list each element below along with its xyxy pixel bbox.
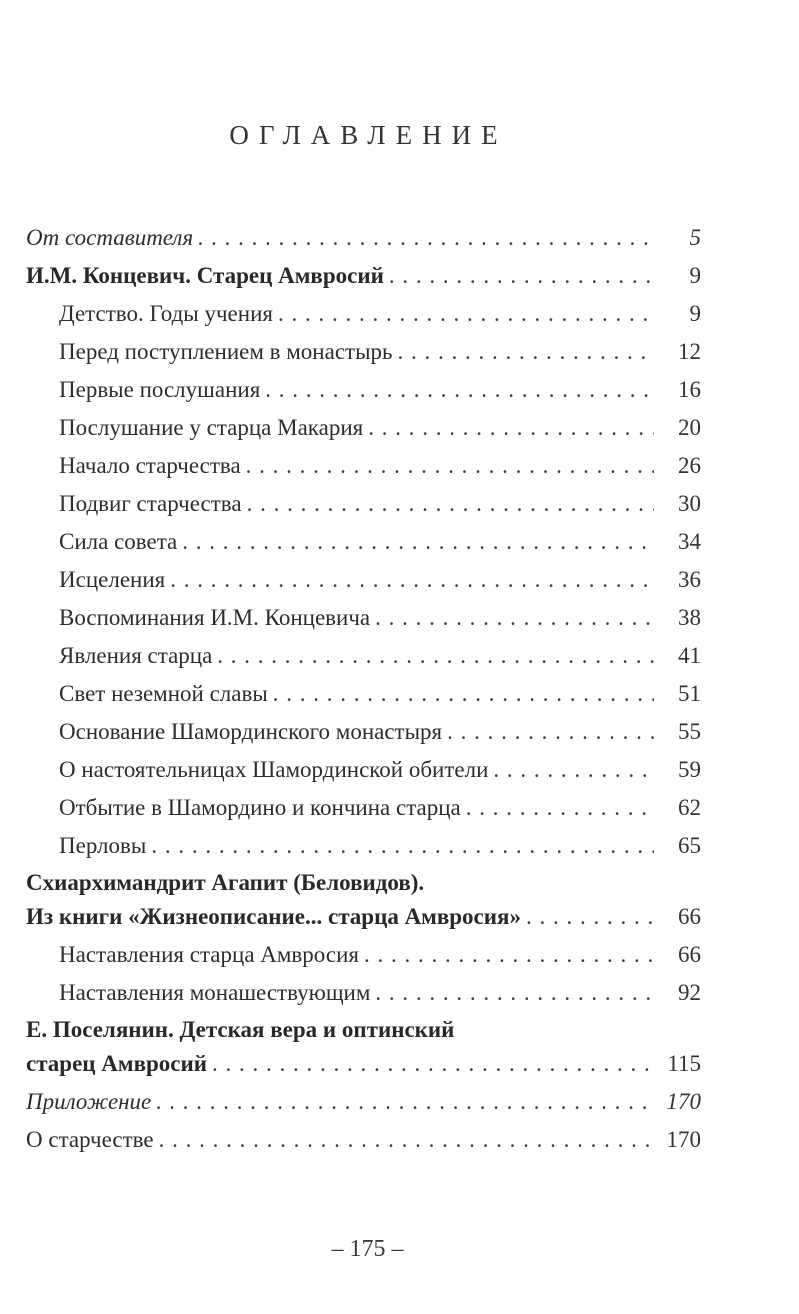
toc-entry (26, 371, 701, 409)
toc-entry-page: 30 (678, 491, 701, 516)
dot-leader (268, 675, 654, 713)
toc-entry-label: Отбытие в Шамордино и кончина старца (59, 795, 461, 820)
toc-entry (26, 637, 701, 675)
toc-entry (26, 974, 701, 1012)
toc-entry (26, 789, 701, 827)
toc-entry-line1 (26, 868, 701, 898)
toc-entry-label: Явления старца (59, 643, 213, 668)
dot-leader (154, 1121, 654, 1159)
toc-entry-label: Наставления старца Амвросия (59, 942, 359, 967)
toc-entry-label: Е. Поселянин. Детская вера и оптинский (26, 1017, 455, 1042)
toc-entry-page: 62 (678, 795, 701, 820)
toc-entry-page: 115 (667, 1051, 701, 1076)
toc-entry (26, 333, 701, 371)
dot-leader (193, 219, 654, 257)
toc-entry-label: старец Амвросий (26, 1051, 207, 1076)
toc-entry-page: 12 (678, 339, 701, 364)
toc-entry-page: 66 (678, 904, 701, 929)
toc-entry-label: Первые послушания (59, 377, 261, 402)
toc-entry-page: 51 (678, 681, 701, 706)
dot-leader (488, 751, 654, 789)
dot-leader (442, 713, 654, 751)
page-footer (26, 1236, 709, 1263)
toc-entry-page: 26 (678, 453, 701, 478)
dot-leader (207, 1045, 654, 1083)
toc-entry-page: 65 (678, 833, 701, 858)
toc-entry (26, 936, 701, 974)
toc-entry-page: 5 (689, 225, 701, 250)
toc-entry-label: Послушание у старца Макария (59, 415, 364, 440)
footer-page-number: – 175 – (331, 1236, 404, 1262)
toc-entry-page: 36 (678, 567, 701, 592)
toc-entry-page: 170 (666, 1127, 701, 1152)
toc-entry (26, 409, 701, 447)
toc-entry (26, 713, 701, 751)
toc-entry-label: Перловы (59, 833, 147, 858)
toc-entry (26, 257, 701, 295)
dot-leader (146, 827, 654, 865)
dot-leader (242, 485, 654, 523)
dot-leader (177, 523, 654, 561)
toc-entry-label: Приложение (26, 1089, 152, 1114)
toc-entry-page: 170 (666, 1089, 701, 1114)
toc-entry-label: Начало старчества (59, 453, 241, 478)
toc-entry (26, 827, 701, 865)
dot-leader (359, 936, 654, 974)
toc-entry-page: 16 (678, 377, 701, 402)
toc-entry-label: Исцеления (59, 567, 166, 592)
page-title: ОГЛАВЛЕНИЕ (229, 120, 508, 150)
toc-entry-label: О старчестве (26, 1127, 154, 1152)
dot-leader (461, 789, 654, 827)
toc-entry (26, 898, 701, 936)
toc-entry (26, 1045, 701, 1083)
toc-list (26, 219, 701, 1159)
toc-entry-page: 9 (689, 301, 701, 326)
dot-leader (260, 371, 654, 409)
toc-entry (26, 675, 701, 713)
toc-entry-label: Перед поступлением в монастырь (59, 339, 393, 364)
dot-leader (273, 295, 654, 333)
toc-entry (26, 751, 701, 789)
toc-entry-page: 55 (678, 719, 701, 744)
dot-leader (363, 409, 654, 447)
dot-leader (521, 898, 654, 936)
toc-entry-page: 66 (678, 942, 701, 967)
dot-leader (165, 561, 654, 599)
toc-entry (26, 523, 701, 561)
toc-entry-page: 92 (678, 980, 701, 1005)
toc-entry-page: 9 (689, 263, 701, 288)
toc-entry-label: Детство. Годы учения (59, 301, 273, 326)
dot-leader (212, 637, 654, 675)
toc-entry-label: О настоятельницах Шамординской обители (59, 757, 489, 782)
dot-leader (241, 447, 654, 485)
toc-entry-label: Из книги «Жизнеописание... старца Амвросия» (26, 904, 521, 929)
toc-entry (26, 219, 701, 257)
toc-entry (26, 1083, 701, 1121)
toc-entry-page: 34 (678, 529, 701, 554)
toc-entry (26, 447, 701, 485)
toc-entry-page: 20 (678, 415, 701, 440)
toc-entry-page: 59 (678, 757, 701, 782)
toc-entry-page: 38 (678, 605, 701, 630)
dot-leader (370, 599, 654, 637)
toc-entry-label: От составителя (26, 225, 194, 250)
toc-entry-label: Наставления монашествующим (59, 980, 371, 1005)
toc-entry-line1 (26, 1015, 701, 1045)
toc-entry (26, 561, 701, 599)
toc-entry-label: Сила совета (59, 529, 178, 554)
toc-entry-label: Основание Шамординского монастыря (59, 719, 443, 744)
toc-entry (26, 1121, 701, 1159)
dot-leader (151, 1083, 654, 1121)
dot-leader (393, 333, 654, 371)
toc-entry-label: Свет неземной славы (59, 681, 268, 706)
toc-entry-label: И.М. Концевич. Старец Амвросий (26, 263, 384, 288)
toc-entry-label: Подвиг старчества (59, 491, 242, 516)
dot-leader (370, 974, 654, 1012)
toc-entry-label: Воспоминания И.М. Концевича (59, 605, 371, 630)
dot-leader (384, 257, 654, 295)
toc-entry (26, 599, 701, 637)
toc-entry-label: Схиархимандрит Агапит (Беловидов). (26, 870, 425, 895)
toc-entry-page: 41 (678, 643, 701, 668)
toc-entry (26, 485, 701, 523)
toc-entry (26, 295, 701, 333)
